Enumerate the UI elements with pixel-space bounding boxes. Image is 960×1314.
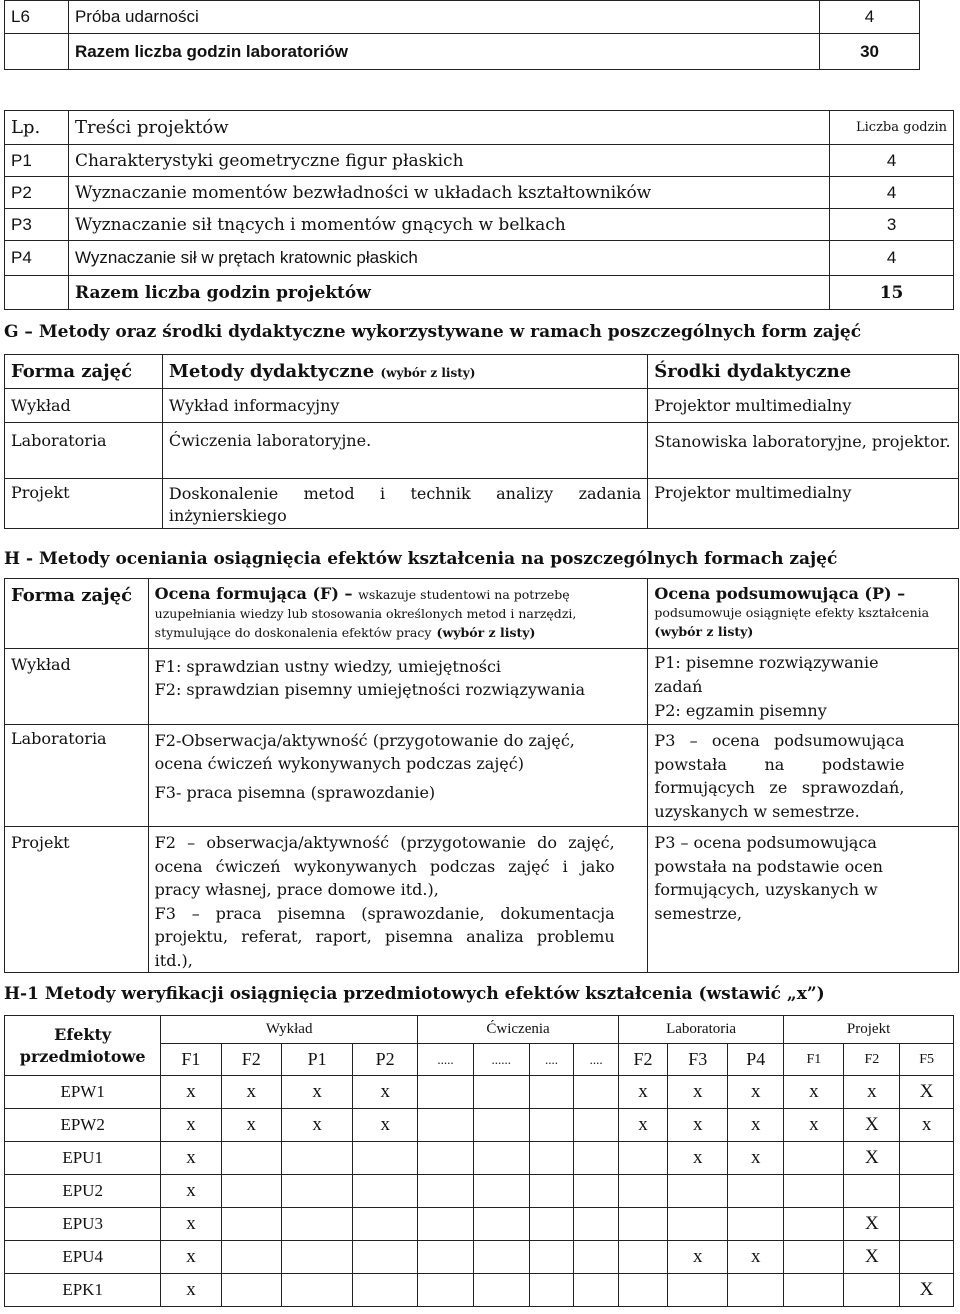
h1-cell bbox=[784, 1175, 844, 1208]
table-header-row bbox=[5, 579, 959, 649]
h1-cell bbox=[473, 1076, 529, 1109]
h1-subhead: F3 bbox=[668, 1044, 728, 1076]
h1-row-label: EPU3 bbox=[5, 1208, 161, 1241]
g-header-methods-label: Metody dydaktyczne bbox=[168, 361, 375, 382]
h1-cell bbox=[529, 1241, 574, 1274]
table-row bbox=[5, 423, 959, 479]
h1-subhead: F2 bbox=[221, 1044, 281, 1076]
h-formative-item: F3- praca pisemna (sprawozdanie) bbox=[154, 783, 436, 802]
h1-cell: x bbox=[668, 1109, 728, 1142]
h1-cell bbox=[221, 1208, 281, 1241]
h1-group: Ćwiczenia bbox=[418, 1016, 619, 1044]
g-means: Projektor multimedialny bbox=[648, 479, 959, 529]
h-summative-item: P1: pisemne rozwiązywanie zadań bbox=[654, 653, 879, 696]
h1-cell bbox=[668, 1274, 728, 1307]
h1-cell bbox=[900, 1142, 954, 1175]
h1-cell: x bbox=[161, 1142, 221, 1175]
table-row bbox=[5, 145, 954, 177]
h1-cell bbox=[353, 1175, 418, 1208]
lab-total-label: Razem liczba godzin laboratoriów bbox=[68, 34, 819, 70]
h1-subhead: F1 bbox=[161, 1044, 221, 1076]
h1-cell: x bbox=[900, 1109, 954, 1142]
h1-row-label: EPU2 bbox=[5, 1175, 161, 1208]
h1-cell bbox=[784, 1241, 844, 1274]
h1-subhead: F2 bbox=[844, 1044, 900, 1076]
h1-cell: x bbox=[161, 1076, 221, 1109]
g-header-methods-note: (wybór z listy) bbox=[380, 366, 476, 380]
h1-cell bbox=[418, 1241, 474, 1274]
h1-subhead: .... bbox=[574, 1044, 619, 1076]
h1-row-label: EPW2 bbox=[5, 1109, 161, 1142]
h1-row-label: EPW1 bbox=[5, 1076, 161, 1109]
table-row bbox=[5, 389, 959, 423]
h1-cell bbox=[574, 1076, 619, 1109]
project-total-hours: 15 bbox=[830, 276, 954, 310]
h1-cell bbox=[529, 1142, 574, 1175]
verification-table bbox=[4, 1015, 954, 1307]
h-summative-title: Ocena podsumowująca (P) bbox=[654, 584, 892, 603]
h1-cell bbox=[668, 1208, 728, 1241]
section-g-table bbox=[4, 354, 959, 529]
project-text: Wyznaczanie sił tnących i momentów gnących w belkach bbox=[68, 209, 829, 241]
h1-cell bbox=[418, 1076, 474, 1109]
lab-lp bbox=[5, 34, 69, 70]
h1-cell bbox=[529, 1076, 574, 1109]
h1-cell bbox=[353, 1241, 418, 1274]
g-form: Wykład bbox=[5, 389, 163, 423]
h1-cell: x bbox=[728, 1109, 784, 1142]
h-header-formative bbox=[148, 579, 648, 649]
h1-cell bbox=[668, 1175, 728, 1208]
h-summative-dash: – bbox=[891, 584, 906, 603]
h1-subhead: ..... bbox=[418, 1044, 474, 1076]
h1-cell bbox=[221, 1274, 281, 1307]
h1-cell bbox=[473, 1208, 529, 1241]
h1-cell: X bbox=[844, 1241, 900, 1274]
table-row bbox=[5, 276, 954, 310]
h-formative-title: Ocena formująca (F) bbox=[154, 584, 339, 603]
h1-cell: x bbox=[221, 1076, 281, 1109]
h1-cell bbox=[784, 1208, 844, 1241]
projects-table bbox=[4, 110, 954, 310]
h1-cell bbox=[281, 1142, 352, 1175]
g-methods: Ćwiczenia laboratoryjne. bbox=[162, 423, 647, 479]
lab-lp: L6 bbox=[5, 1, 69, 34]
h1-cell bbox=[844, 1274, 900, 1307]
h1-cell bbox=[728, 1274, 784, 1307]
h1-cell bbox=[619, 1274, 668, 1307]
h1-cell bbox=[221, 1241, 281, 1274]
h1-cell: x bbox=[353, 1076, 418, 1109]
h-summative-note: (wybór z listy) bbox=[654, 624, 754, 639]
h1-cell: X bbox=[900, 1274, 954, 1307]
h1-cell bbox=[353, 1208, 418, 1241]
h1-body bbox=[5, 1076, 954, 1307]
h1-cell bbox=[418, 1175, 474, 1208]
h1-cell: x bbox=[619, 1109, 668, 1142]
h1-row-label: EPU4 bbox=[5, 1241, 161, 1274]
table-row bbox=[5, 725, 959, 827]
h-formative-item: F3 – praca pisemna (sprawozdanie, dokumentacja projektu, referat, raport, pisemna analiza problemu itd.), bbox=[154, 903, 615, 970]
h1-cell: x bbox=[161, 1109, 221, 1142]
h1-cell bbox=[784, 1274, 844, 1307]
h-form: Laboratoria bbox=[5, 725, 149, 827]
h1-cell bbox=[353, 1274, 418, 1307]
table-row bbox=[5, 1142, 954, 1175]
h1-cell bbox=[418, 1208, 474, 1241]
table-row bbox=[5, 34, 920, 70]
h-formative-dash: – bbox=[338, 584, 359, 603]
h1-row-label: EPU1 bbox=[5, 1142, 161, 1175]
h-summative-item: P3 – ocena podsumowująca powstała na podstawie ocen formujących, uzyskanych w semestrze, bbox=[654, 833, 883, 923]
h1-cell bbox=[619, 1241, 668, 1274]
h1-cell: x bbox=[353, 1109, 418, 1142]
g-header-form: Forma zajęć bbox=[5, 355, 163, 389]
table-row bbox=[5, 479, 959, 529]
project-total-label: Razem liczba godzin projektów bbox=[68, 276, 829, 310]
project-lp: P2 bbox=[5, 177, 69, 209]
table-header-row bbox=[5, 111, 954, 145]
h1-cell bbox=[574, 1175, 619, 1208]
h1-cell bbox=[281, 1208, 352, 1241]
section-g-title: G – Metody oraz środki dydaktyczne wykorzystywane w ramach poszczególnych form zajęć bbox=[4, 322, 862, 342]
h1-cell: X bbox=[900, 1076, 954, 1109]
h1-subhead: F1 bbox=[784, 1044, 844, 1076]
h1-cell bbox=[619, 1142, 668, 1175]
h1-cell bbox=[473, 1274, 529, 1307]
h-formative-item: F1: sprawdzian ustny wiedzy, umiejętności bbox=[154, 657, 502, 676]
h1-cell: x bbox=[784, 1076, 844, 1109]
project-text: Wyznaczanie momentów bezwładności w układach kształtowników bbox=[68, 177, 829, 209]
h-formative bbox=[148, 649, 648, 725]
h-form: Projekt bbox=[5, 827, 149, 973]
h-formative-desc: wskazuje studentowi na potrzebę uzupełniania wiedzy lub stosowania określonych metod i narzędzi, stymulujące do doskonalenia efektów pracy bbox=[154, 587, 577, 640]
h1-cell bbox=[529, 1274, 574, 1307]
h1-cell: x bbox=[668, 1142, 728, 1175]
h1-cell: x bbox=[668, 1241, 728, 1274]
h1-cell: x bbox=[221, 1109, 281, 1142]
h-formative-item: F2 – obserwacja/aktywność (przygotowanie do zajęć, ocena ćwiczeń wykonywanych podczas zajęć i jako pracy własnej, prace domowe itd.), bbox=[154, 833, 615, 899]
h1-cell bbox=[574, 1208, 619, 1241]
table-row bbox=[5, 1175, 954, 1208]
project-hours: 4 bbox=[830, 241, 954, 276]
h-summative bbox=[648, 827, 959, 973]
h1-cell: x bbox=[161, 1175, 221, 1208]
h1-cell bbox=[728, 1175, 784, 1208]
header-title: Treści projektów bbox=[68, 111, 829, 145]
h1-cell: x bbox=[728, 1142, 784, 1175]
table-row bbox=[5, 649, 959, 725]
h-formative bbox=[148, 725, 648, 827]
section-h1-title: H-1 Metody weryfikacji osiągnięcia przedmiotowych efektów kształcenia (wstawić „x”) bbox=[4, 984, 825, 1004]
lab-table bbox=[4, 0, 920, 70]
h1-cell: x bbox=[161, 1241, 221, 1274]
h1-cell bbox=[784, 1142, 844, 1175]
h1-cell: x bbox=[784, 1109, 844, 1142]
g-means: Projektor multimedialny bbox=[648, 389, 959, 423]
h1-cell bbox=[529, 1208, 574, 1241]
h-form: Wykład bbox=[5, 649, 149, 725]
h1-cell bbox=[529, 1109, 574, 1142]
g-methods: Doskonalenie metod i technik analizy zadania inżynierskiego bbox=[162, 479, 647, 529]
h1-corner: Efekty przedmiotowe bbox=[5, 1016, 161, 1076]
lab-total-hours: 30 bbox=[820, 34, 920, 70]
table-header-row bbox=[5, 1016, 954, 1044]
project-lp: P1 bbox=[5, 145, 69, 177]
h-formative bbox=[148, 827, 648, 973]
h1-cell: x bbox=[844, 1076, 900, 1109]
h1-group: Wykład bbox=[161, 1016, 418, 1044]
h1-subhead: ...... bbox=[473, 1044, 529, 1076]
h1-cell: x bbox=[161, 1274, 221, 1307]
lab-hours: 4 bbox=[820, 1, 920, 34]
g-header-methods bbox=[162, 355, 647, 389]
h-summative bbox=[648, 725, 959, 827]
h1-cell bbox=[529, 1175, 574, 1208]
table-row bbox=[5, 1076, 954, 1109]
table-row bbox=[5, 209, 954, 241]
h1-cell bbox=[473, 1241, 529, 1274]
h1-group: Laboratoria bbox=[619, 1016, 784, 1044]
h1-subhead: .... bbox=[529, 1044, 574, 1076]
h1-cell bbox=[418, 1142, 474, 1175]
h1-cell bbox=[221, 1175, 281, 1208]
project-lp: P3 bbox=[5, 209, 69, 241]
table-row bbox=[5, 241, 954, 276]
h1-cell bbox=[574, 1274, 619, 1307]
h1-cell: x bbox=[281, 1109, 352, 1142]
h-formative-item: F2-Obserwacja/aktywność (przygotowanie do zajęć, ocena ćwiczeń wykonywanych podczas zajęć) bbox=[154, 731, 575, 773]
h1-cell bbox=[418, 1274, 474, 1307]
h1-cell bbox=[900, 1175, 954, 1208]
h1-cell: x bbox=[161, 1208, 221, 1241]
h-header-summative bbox=[648, 579, 959, 649]
h1-cell bbox=[574, 1241, 619, 1274]
h1-cell: X bbox=[844, 1109, 900, 1142]
lab-text: Próba udarności bbox=[68, 1, 819, 34]
h1-cell bbox=[473, 1109, 529, 1142]
h1-cell: x bbox=[281, 1076, 352, 1109]
table-row bbox=[5, 1, 920, 34]
header-lp: Lp. bbox=[5, 111, 69, 145]
g-form: Projekt bbox=[5, 479, 163, 529]
h1-cell: X bbox=[844, 1142, 900, 1175]
h1-cell bbox=[281, 1241, 352, 1274]
h-summative-desc: podsumowuje osiągnięte efekty kształcenia bbox=[654, 605, 930, 620]
table-row bbox=[5, 1241, 954, 1274]
g-header-means: Środki dydaktyczne bbox=[648, 355, 959, 389]
table-row bbox=[5, 1274, 954, 1307]
section-h-table bbox=[4, 578, 959, 973]
h1-cell bbox=[619, 1175, 668, 1208]
h1-subhead: P2 bbox=[353, 1044, 418, 1076]
project-total-lp bbox=[5, 276, 69, 310]
h1-cell: x bbox=[728, 1241, 784, 1274]
table-row bbox=[5, 1208, 954, 1241]
h1-group: Projekt bbox=[784, 1016, 954, 1044]
project-lp: P4 bbox=[5, 241, 69, 276]
g-methods: Wykład informacyjny bbox=[162, 389, 647, 423]
table-row bbox=[5, 177, 954, 209]
h1-row-label: EPK1 bbox=[5, 1274, 161, 1307]
h1-cell bbox=[900, 1241, 954, 1274]
h1-cell bbox=[728, 1208, 784, 1241]
h-summative-item: P3 – ocena podsumowująca powstała na podstawie formujących ze sprawozdań, uzyskanych w semestrze. bbox=[654, 731, 905, 821]
h1-cell bbox=[418, 1109, 474, 1142]
h1-cell bbox=[221, 1142, 281, 1175]
g-form: Laboratoria bbox=[5, 423, 163, 479]
table-header-row bbox=[5, 355, 959, 389]
table-row bbox=[5, 827, 959, 973]
project-hours: 4 bbox=[830, 177, 954, 209]
project-text: Charakterystyki geometryczne figur płaskich bbox=[68, 145, 829, 177]
section-h-title: H - Metody oceniania osiągnięcia efektów kształcenia na poszczególnych formach zajęć bbox=[4, 549, 838, 569]
h-formative-note: (wybór z listy) bbox=[436, 625, 536, 640]
h1-subhead: F2 bbox=[619, 1044, 668, 1076]
h-formative-item: F2: sprawdzian pisemny umiejętności rozwiązywania bbox=[154, 680, 586, 699]
project-text: Wyznaczanie sił w prętach kratownic płaskich bbox=[68, 241, 829, 276]
h1-cell bbox=[281, 1175, 352, 1208]
h1-cell bbox=[574, 1109, 619, 1142]
h-header-form: Forma zajęć bbox=[5, 579, 149, 649]
h1-cell bbox=[619, 1208, 668, 1241]
h1-cell bbox=[353, 1142, 418, 1175]
h1-subhead: P4 bbox=[728, 1044, 784, 1076]
h-summative bbox=[648, 649, 959, 725]
h1-subhead: F5 bbox=[900, 1044, 954, 1076]
project-hours: 4 bbox=[830, 145, 954, 177]
header-hours: Liczba godzin bbox=[830, 111, 954, 145]
h1-cell: x bbox=[728, 1076, 784, 1109]
h1-cell bbox=[844, 1175, 900, 1208]
h1-cell bbox=[473, 1142, 529, 1175]
h1-cell bbox=[574, 1142, 619, 1175]
h1-cell bbox=[473, 1175, 529, 1208]
h1-cell bbox=[900, 1208, 954, 1241]
project-hours: 3 bbox=[830, 209, 954, 241]
g-means: Stanowiska laboratoryjne, projektor. bbox=[648, 423, 959, 479]
table-row bbox=[5, 1109, 954, 1142]
h1-cell: x bbox=[668, 1076, 728, 1109]
h1-cell bbox=[281, 1274, 352, 1307]
h1-subhead: P1 bbox=[281, 1044, 352, 1076]
h-summative-item: P2: egzamin pisemny bbox=[654, 701, 827, 720]
h1-cell: X bbox=[844, 1208, 900, 1241]
h1-cell: x bbox=[619, 1076, 668, 1109]
